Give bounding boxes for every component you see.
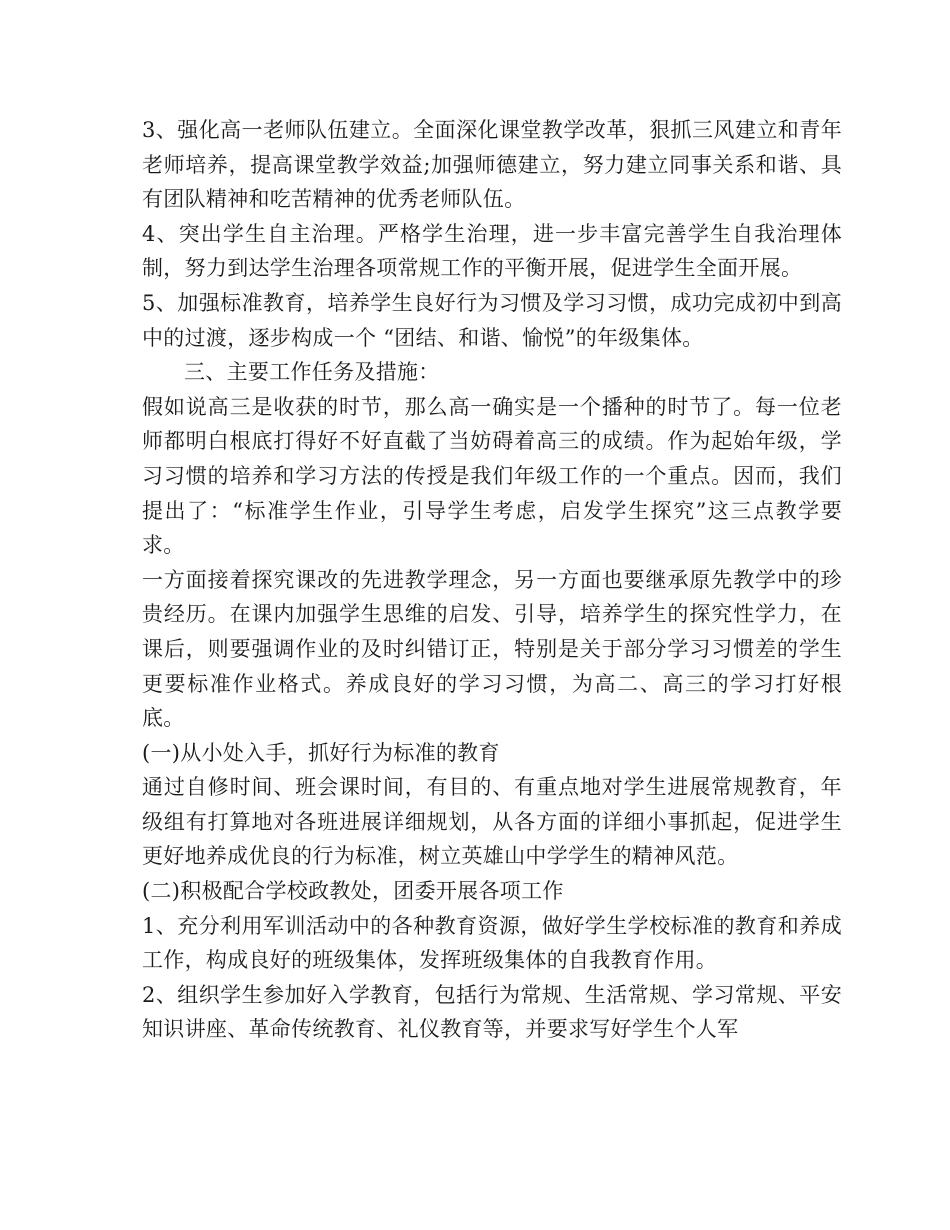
- paragraph-orientation: 2、组织学生参加好入学教育，包括行为常规、生活常规、学习常规、平安知识讲座、革命传统教育、礼仪教育等，并要求写好学生个人军: [142, 982, 842, 1042]
- paragraph-item-4: 4、突出学生自主治理。严格学生治理，进一步丰富完善学生自我治理体制，努力到达学生治理各项常规工作的平衡开展，促进学生全面开展。: [142, 221, 842, 281]
- document-body: [142, 113, 842, 1047]
- paragraph-intro: 假如说高三是收获的时节，那么高一确实是一个播种的时节了。每一位老师都明白根底打得好不好直截了当妨碍着高三的成绩。作为起始年级，学习习惯的培养和学习方法的传授是我们年级工作的一个重点。因而，我们提出了：“标准学生作业，引导学生考虑，启发学生探究”这三点教学要求。: [142, 394, 842, 558]
- subheading-1: (一)从小处入手，抓好行为标准的教育: [142, 740, 500, 765]
- section-heading-3: 三、主要工作任务及措施：: [184, 360, 440, 385]
- paragraph-teaching: 一方面接着探究课改的先进教学理念，另一方面也要继承原先教学中的珍贵经历。在课内加强学生思维的启发、引导，培养学生的探究性学力，在课后，则要强调作业的及时纠错订正，特别是关于部分学习习惯差的学生更要标准作业格式。养成良好的学习习惯，为高二、高三的学习打好根底。: [142, 567, 842, 731]
- paragraph-behavior: 通过自修时间、班会课时间，有目的、有重点地对学生进展常规教育，年级组有打算地对各班进展详细规划，从各方面的详细小事抓起，促进学生更好地养成优良的行为标准，树立英雄山中学学生的精神风范。: [142, 775, 842, 869]
- paragraph-item-5: 5、加强标准教育，培养学生良好行为习惯及学习习惯，成功完成初中到高中的过渡，逐步构成一个 “团结、和谐、愉悦”的年级集体。: [142, 290, 842, 350]
- paragraph-item-3: 3、强化高一老师队伍建立。全面深化课堂教学改革，狠抓三风建立和青年老师培养，提高课堂教学效益;加强师德建立，努力建立同事关系和谐、具有团队精神和吃苦精神的优秀老师队伍。: [142, 118, 842, 212]
- subheading-2: (二)积极配合学校政教处，团委开展各项工作: [142, 879, 564, 904]
- paragraph-military-training: 1、充分利用军训活动中的各种教育资源，做好学生学校标准的教育和养成工作，构成良好的班级集体，发挥班级集体的自我教育作用。: [142, 913, 842, 973]
